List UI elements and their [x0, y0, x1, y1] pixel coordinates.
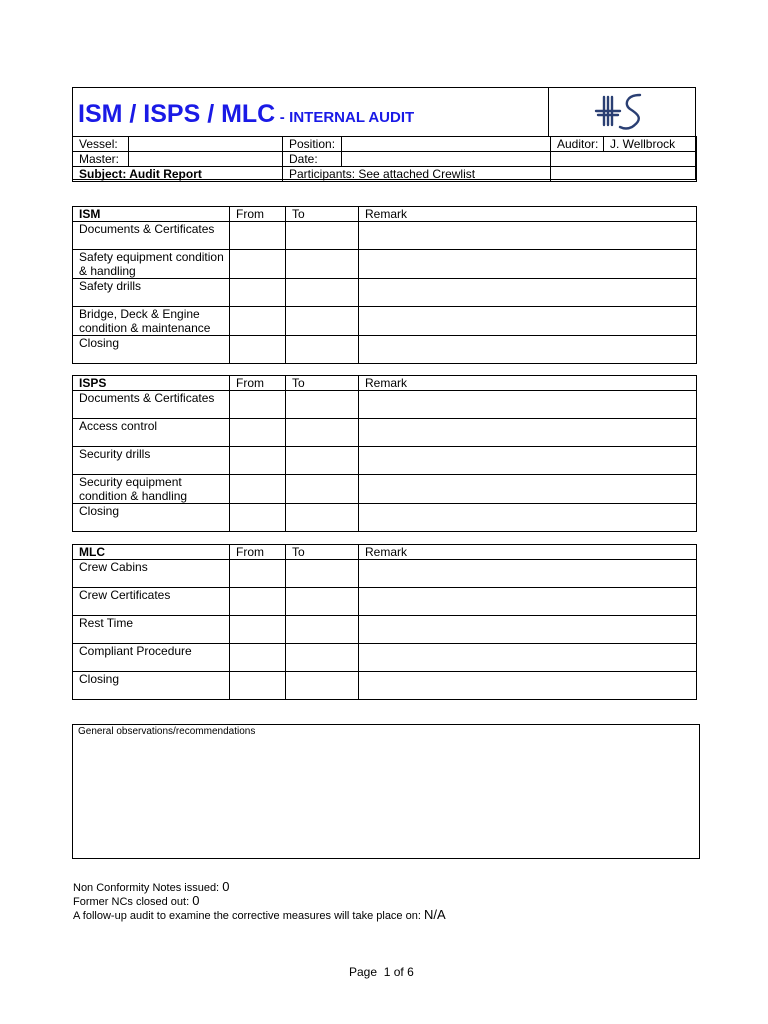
isps-col-remark: Remark [359, 376, 697, 391]
ism-row-label: Safety equipment condition & handling [73, 250, 230, 279]
title-dash: - [279, 109, 285, 126]
header-logo-divider [548, 87, 549, 136]
followup-label: A follow-up audit to examine the corrective measures will take place on: [73, 910, 421, 922]
ism-to-field[interactable] [286, 279, 359, 307]
ism-to-field[interactable] [286, 250, 359, 279]
ism-remark-field[interactable] [359, 222, 697, 250]
isps-from-field[interactable] [230, 419, 286, 447]
company-logo-icon [588, 89, 654, 133]
position-field[interactable] [342, 137, 551, 152]
auditor-field[interactable]: J. Wellbrock [604, 137, 697, 152]
isps-to-field[interactable] [286, 391, 359, 419]
mlc-remark-field[interactable] [359, 588, 697, 616]
isps-row-label: Security drills [73, 447, 230, 475]
ism-row-label: Documents & Certificates [73, 222, 230, 250]
nc-issued-label: Non Conformity Notes issued: [73, 882, 220, 894]
ism-col-from: From [230, 207, 286, 222]
isps-from-field[interactable] [230, 475, 286, 504]
observations-label: General observations/recommendations [78, 726, 256, 737]
former-nc-label: Former NCs closed out: [73, 896, 190, 908]
mlc-remark-field[interactable] [359, 616, 697, 644]
master-label: Master: [73, 152, 129, 167]
mlc-from-field[interactable] [230, 588, 286, 616]
isps-remark-field[interactable] [359, 447, 697, 475]
mlc-row-label: Crew Cabins [73, 560, 230, 588]
ism-heading: ISM [73, 207, 230, 222]
mlc-from-field[interactable] [230, 560, 286, 588]
page-number [349, 965, 414, 979]
auditor-label: Auditor: [551, 137, 604, 152]
followup-value[interactable]: N/A [423, 907, 446, 922]
ism-from-field[interactable] [230, 222, 286, 250]
ism-from-field[interactable] [230, 307, 286, 336]
subject-label: Subject: Audit Report [73, 167, 283, 182]
mlc-to-field[interactable] [286, 588, 359, 616]
date-label: Date: [283, 152, 342, 167]
page-current: 1 [383, 965, 391, 979]
isps-to-field[interactable] [286, 475, 359, 504]
isps-remark-field[interactable] [359, 504, 697, 532]
former-nc-line [73, 894, 199, 909]
followup-line [73, 908, 446, 923]
document-title [78, 100, 414, 129]
vessel-field[interactable] [129, 137, 283, 152]
ism-remark-field[interactable] [359, 250, 697, 279]
date-field[interactable] [342, 152, 551, 167]
header-blank-cell [551, 152, 697, 167]
mlc-row-label: Compliant Procedure [73, 644, 230, 672]
mlc-remark-field[interactable] [359, 560, 697, 588]
ism-to-field[interactable] [286, 222, 359, 250]
isps-from-field[interactable] [230, 504, 286, 532]
isps-remark-field[interactable] [359, 419, 697, 447]
isps-heading: ISPS [73, 376, 230, 391]
vessel-label: Vessel: [73, 137, 129, 152]
isps-to-field[interactable] [286, 419, 359, 447]
mlc-row-label: Crew Certificates [73, 588, 230, 616]
mlc-col-from: From [230, 545, 286, 560]
isps-table [72, 375, 697, 532]
isps-col-from: From [230, 376, 286, 391]
mlc-from-field[interactable] [230, 644, 286, 672]
title-main: ISM / ISPS / MLC [78, 100, 276, 128]
header-info-table [72, 136, 697, 182]
ism-from-field[interactable] [230, 336, 286, 364]
ism-remark-field[interactable] [359, 279, 697, 307]
mlc-col-to: To [286, 545, 359, 560]
observations-box[interactable] [72, 724, 700, 859]
page-label: Page [349, 965, 378, 979]
mlc-remark-field[interactable] [359, 644, 697, 672]
ism-to-field[interactable] [286, 307, 359, 336]
position-label: Position: [283, 137, 342, 152]
isps-remark-field[interactable] [359, 391, 697, 419]
mlc-remark-field[interactable] [359, 672, 697, 700]
ism-remark-field[interactable] [359, 307, 697, 336]
ism-row-label: Bridge, Deck & Engine condition & maintenance [73, 307, 230, 336]
ism-from-field[interactable] [230, 279, 286, 307]
mlc-to-field[interactable] [286, 644, 359, 672]
mlc-table [72, 544, 697, 700]
ism-remark-field[interactable] [359, 336, 697, 364]
nc-issued-line [73, 880, 229, 895]
header-blank-cell-2 [551, 167, 697, 182]
nc-issued-value[interactable]: 0 [222, 879, 230, 894]
isps-from-field[interactable] [230, 447, 286, 475]
mlc-row-label: Closing [73, 672, 230, 700]
mlc-to-field[interactable] [286, 616, 359, 644]
ism-col-to: To [286, 207, 359, 222]
master-field[interactable] [129, 152, 283, 167]
mlc-col-remark: Remark [359, 545, 697, 560]
mlc-to-field[interactable] [286, 672, 359, 700]
page-of: of [393, 965, 404, 979]
isps-row-label: Security equipment condition & handling [73, 475, 230, 504]
isps-row-label: Access control [73, 419, 230, 447]
mlc-from-field[interactable] [230, 672, 286, 700]
isps-row-label: Closing [73, 504, 230, 532]
ism-row-label: Closing [73, 336, 230, 364]
ism-row-label: Safety drills [73, 279, 230, 307]
isps-row-label: Documents & Certificates [73, 391, 230, 419]
isps-to-field[interactable] [286, 504, 359, 532]
participants-label: Participants: See attached Crewlist [283, 167, 551, 182]
mlc-from-field[interactable] [230, 616, 286, 644]
mlc-heading: MLC [73, 545, 230, 560]
mlc-to-field[interactable] [286, 560, 359, 588]
isps-to-field[interactable] [286, 447, 359, 475]
observations-field[interactable] [78, 741, 694, 853]
ism-to-field[interactable] [286, 336, 359, 364]
former-nc-value[interactable]: 0 [192, 893, 200, 908]
page-total: 6 [407, 965, 414, 979]
title-subtitle: INTERNAL AUDIT [289, 109, 415, 126]
ism-table [72, 206, 697, 364]
ism-col-remark: Remark [359, 207, 697, 222]
isps-from-field[interactable] [230, 391, 286, 419]
isps-remark-field[interactable] [359, 475, 697, 504]
mlc-row-label: Rest Time [73, 616, 230, 644]
ism-from-field[interactable] [230, 250, 286, 279]
isps-col-to: To [286, 376, 359, 391]
